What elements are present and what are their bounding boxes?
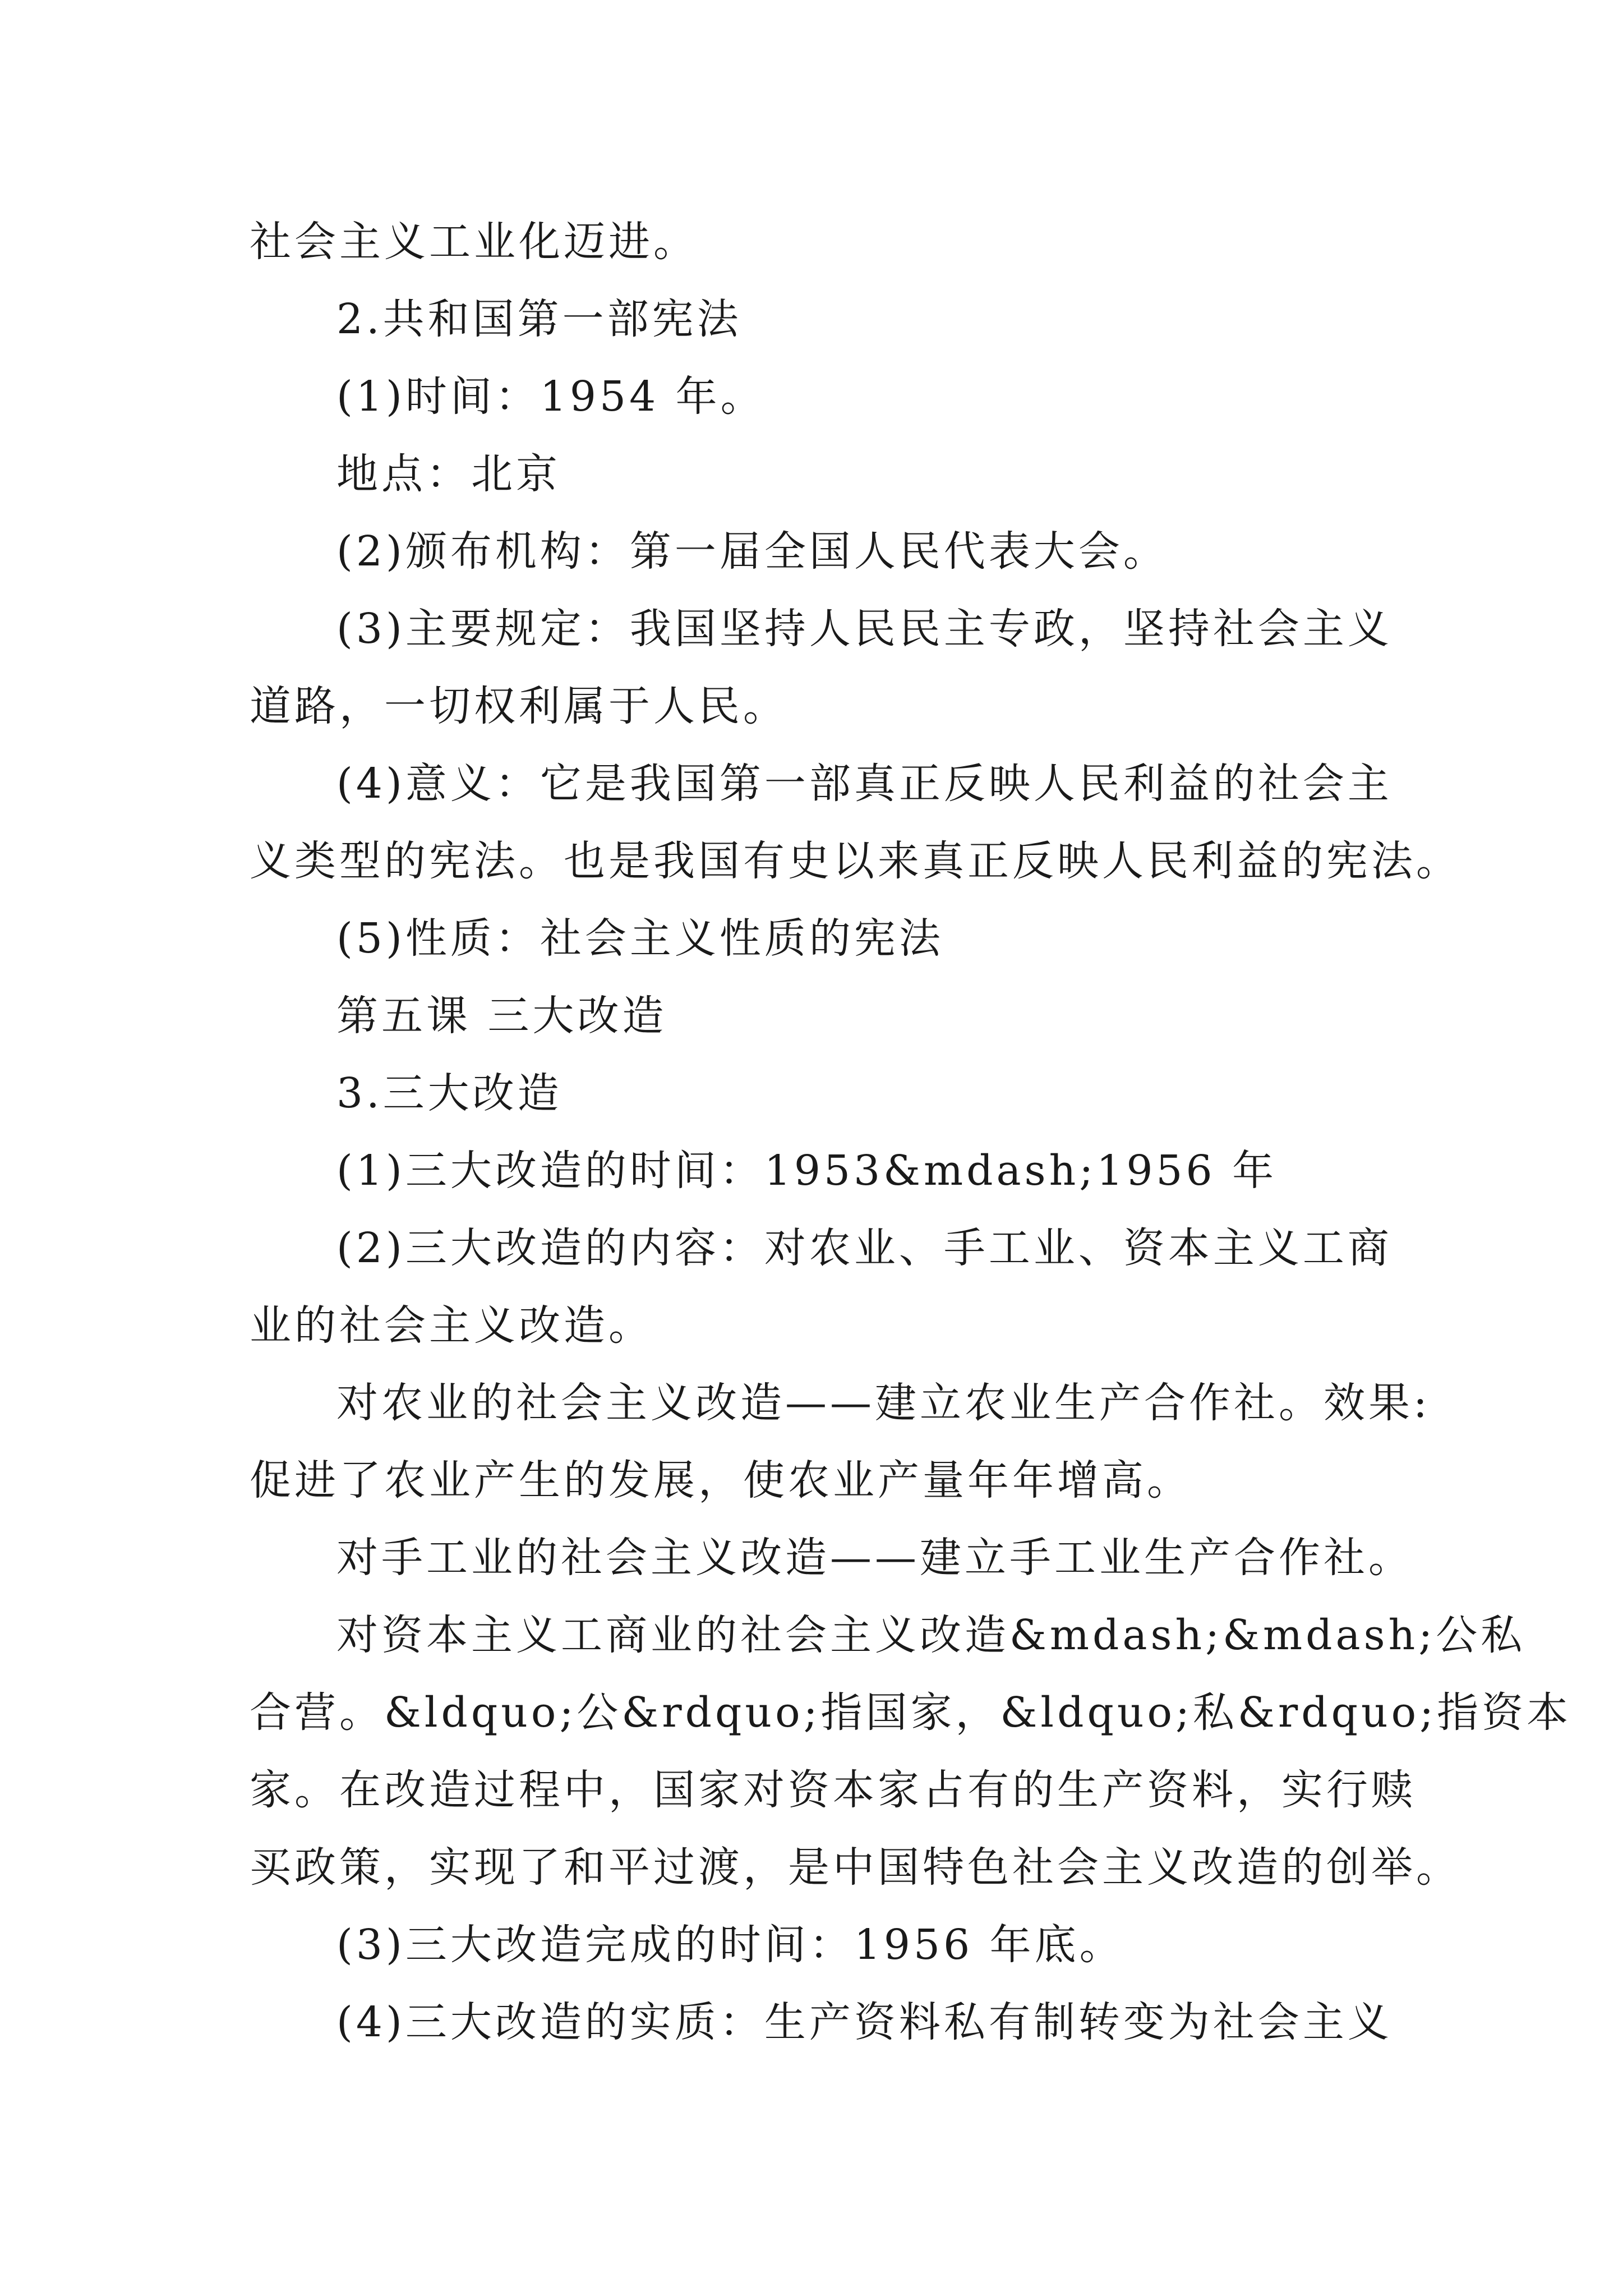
text-line: 对资本主义工商业的社会主义改造&mdash;&mdash;公私 <box>336 1611 1526 1659</box>
text-line: 地点：北京 <box>336 450 561 498</box>
text-line: 对手工业的社会主义改造——建立手工业生产合作社。 <box>336 1534 1413 1582</box>
text-line: 道路，一切权利属于人民。 <box>250 682 788 730</box>
text-line: (1)三大改造的时间：1953&mdash;1956 年 <box>336 1147 1278 1195</box>
text-line: (5)性质：社会主义性质的宪法 <box>336 914 944 963</box>
text-line: (3)主要规定：我国坚持人民民主专政，坚持社会主义 <box>336 605 1393 653</box>
text-line: 家。在改造过程中，国家对资本家占有的生产资料，实行赎 <box>250 1766 1416 1814</box>
text-line: (3)三大改造完成的时间：1956 年底。 <box>336 1921 1124 1969</box>
section-heading: 2.共和国第一部宪法 <box>336 295 742 343</box>
text-line: (4)意义：它是我国第一部真正反映人民利益的社会主 <box>336 760 1393 808</box>
text-line: 业的社会主义改造。 <box>250 1301 653 1350</box>
text-line: (2)颁布机构：第一届全国人民代表大会。 <box>336 527 1168 576</box>
lesson-heading: 第五课 三大改造 <box>336 992 667 1040</box>
text-line: (2)三大改造的内容：对农业、手工业、资本主义工商 <box>336 1224 1393 1272</box>
text-line: 社会主义工业化迈进。 <box>250 218 698 266</box>
text-line: (1)时间：1954 年。 <box>336 372 766 421</box>
section-heading: 3.三大改造 <box>336 1069 562 1117</box>
text-line: 促进了农业产生的发展，使农业产量年年增高。 <box>250 1456 1192 1504</box>
text-line: 合营。&ldquo;公&rdquo;指国家，&ldquo;私&rdquo;指资本 <box>250 1688 1572 1737</box>
text-line: 买政策，实现了和平过渡，是中国特色社会主义改造的创举。 <box>250 1843 1461 1892</box>
text-line: 义类型的宪法。也是我国有史以来真正反映人民利益的宪法。 <box>250 837 1461 885</box>
text-line: (4)三大改造的实质：生产资料私有制转变为社会主义 <box>336 1998 1393 2046</box>
text-line: 对农业的社会主义改造——建立农业生产合作社。效果: <box>336 1379 1431 1427</box>
